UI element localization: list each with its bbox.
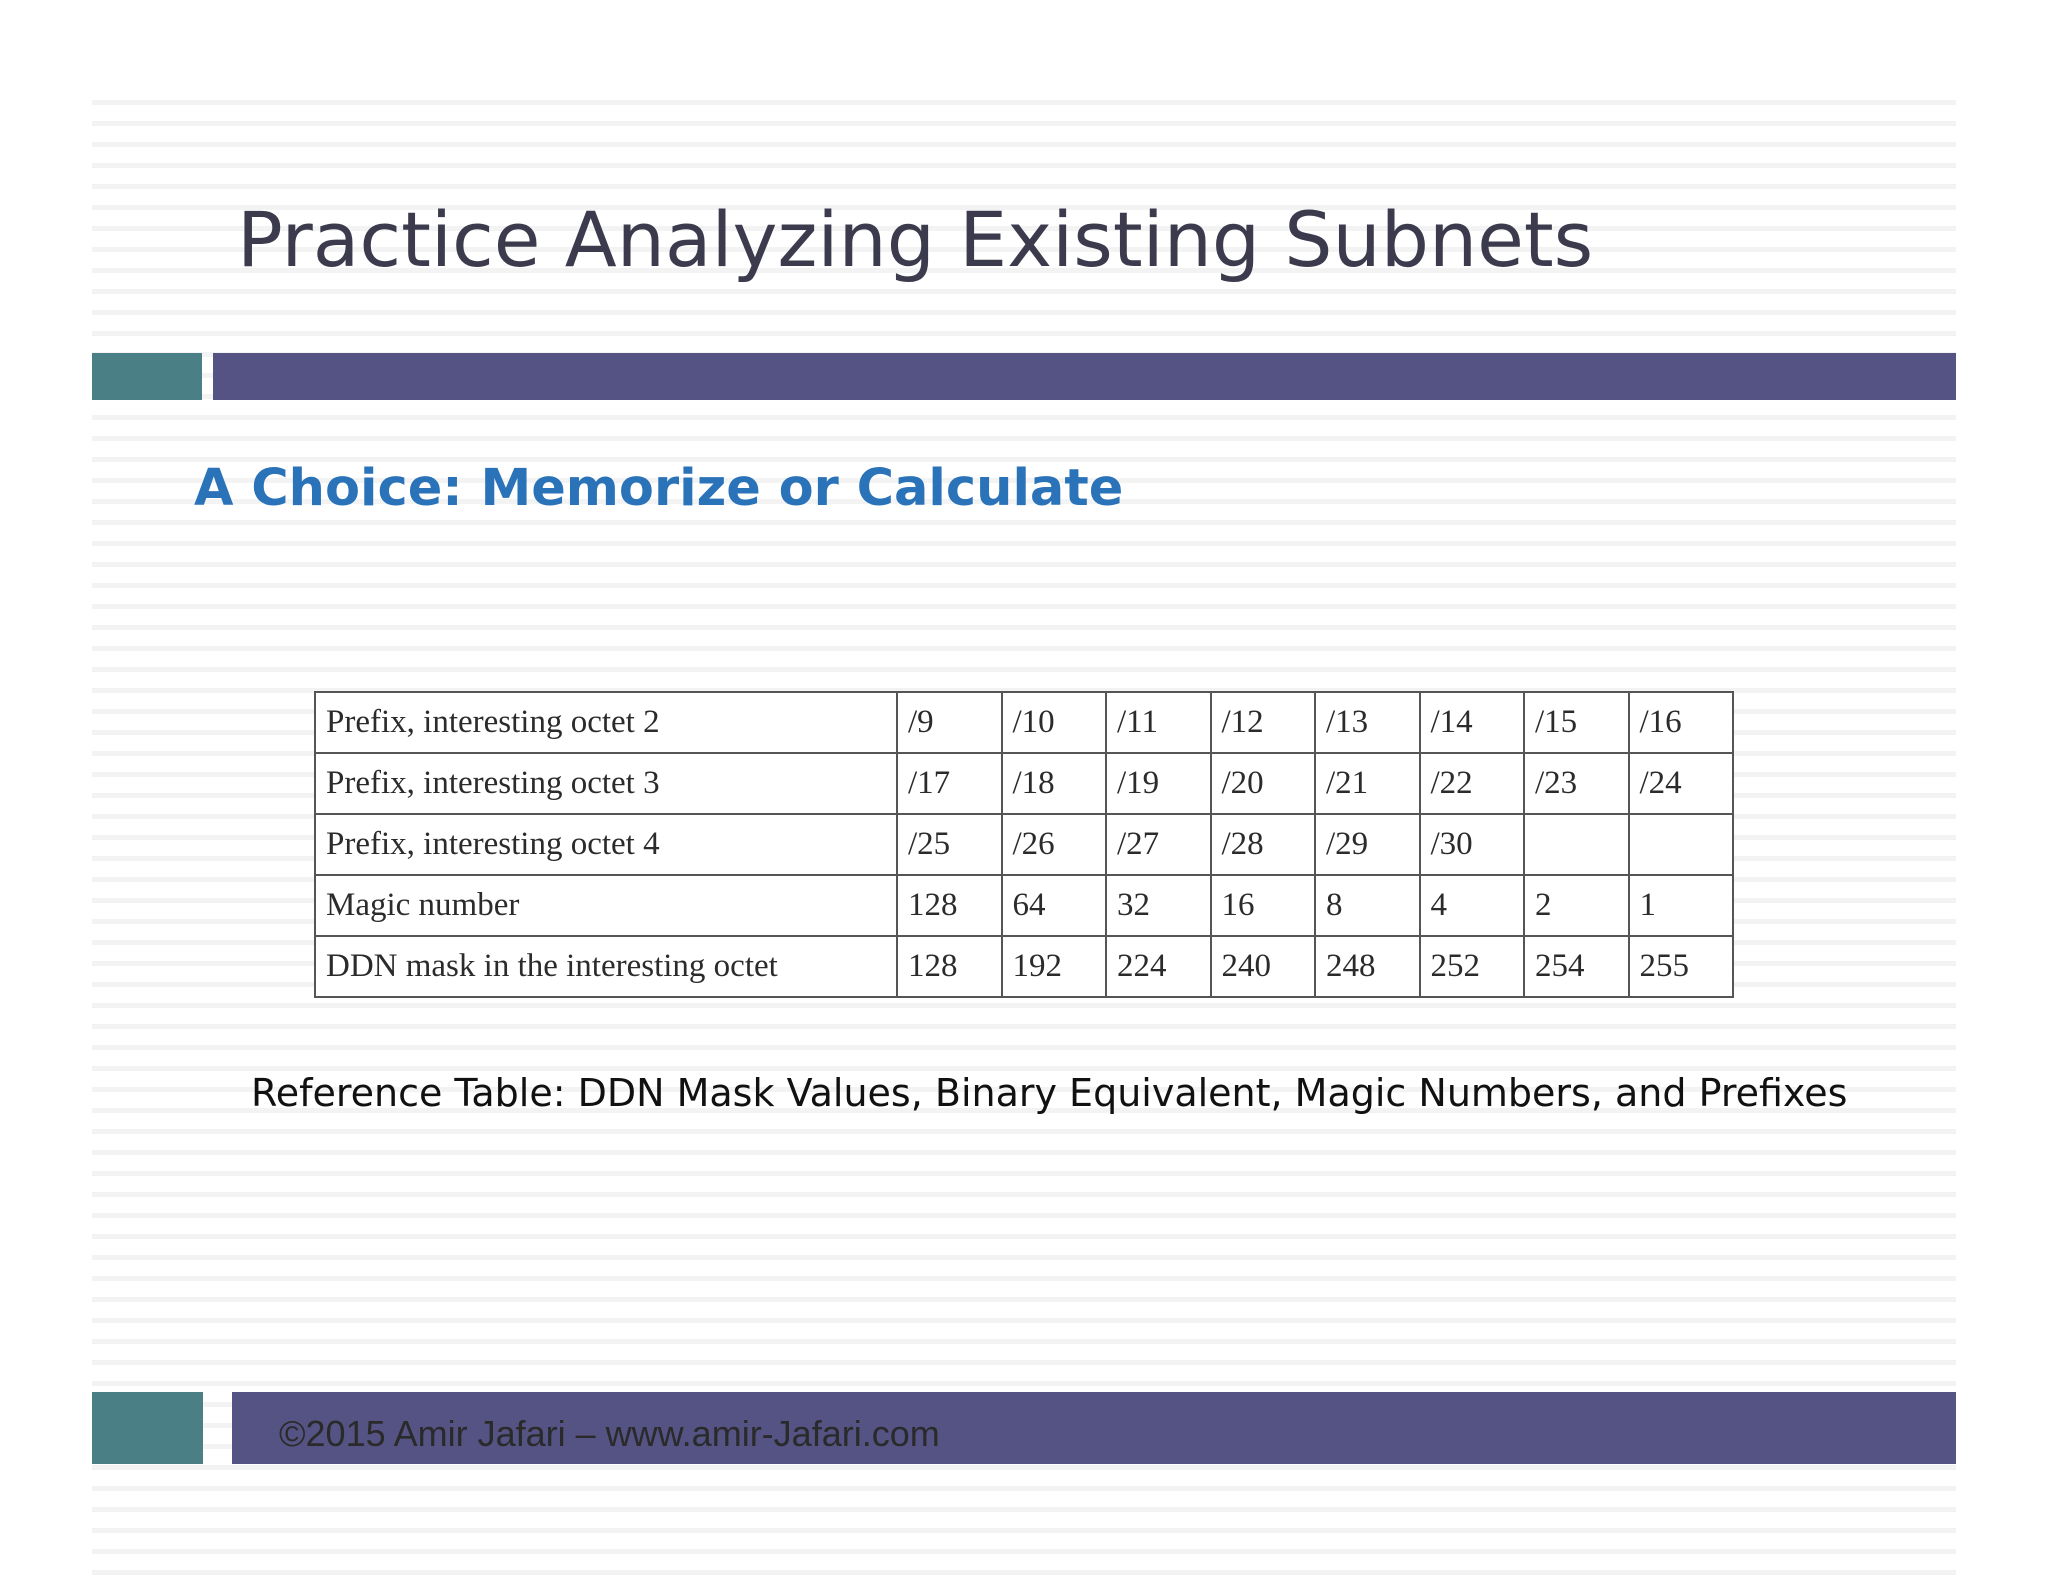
table-cell: /13 [1315, 692, 1420, 753]
table-cell [1524, 814, 1629, 875]
row-label: Prefix, interesting octet 3 [315, 753, 897, 814]
table-cell: /20 [1211, 753, 1316, 814]
table-cell: /26 [1002, 814, 1107, 875]
table-row [315, 875, 1733, 936]
table-row [315, 753, 1733, 814]
table-cell: /12 [1211, 692, 1316, 753]
table-cell: /11 [1106, 692, 1211, 753]
table-cell: 1 [1629, 875, 1734, 936]
footer-accent-block [92, 1392, 203, 1464]
table-cell: 248 [1315, 936, 1420, 997]
title-accent-block [92, 353, 202, 400]
table-cell: /9 [897, 692, 1002, 753]
row-label: DDN mask in the interesting octet [315, 936, 897, 997]
table-cell: /16 [1629, 692, 1734, 753]
row-label: Prefix, interesting octet 4 [315, 814, 897, 875]
slide-title: Practice Analyzing Existing Subnets [237, 195, 1594, 284]
footer-copyright: ©2015 Amir Jafari – www.amir-Jafari.com [279, 1413, 940, 1454]
table-cell: 128 [897, 875, 1002, 936]
table-cell: /18 [1002, 753, 1107, 814]
table-cell: 16 [1211, 875, 1316, 936]
table-cell: 192 [1002, 936, 1107, 997]
table-cell: /19 [1106, 753, 1211, 814]
table-cell: 128 [897, 936, 1002, 997]
table-cell: /24 [1629, 753, 1734, 814]
table-cell: /10 [1002, 692, 1107, 753]
table-cell: 254 [1524, 936, 1629, 997]
table-cell: /15 [1524, 692, 1629, 753]
title-accent-bar [213, 353, 1956, 400]
table-cell: /14 [1420, 692, 1525, 753]
slide-subtitle: A Choice: Memorize or Calculate [194, 459, 1124, 518]
row-label: Prefix, interesting octet 2 [315, 692, 897, 753]
table-caption: Reference Table: DDN Mask Values, Binary Equivalent, Magic Numbers, and Prefixes [251, 1071, 1848, 1115]
table-cell: 240 [1211, 936, 1316, 997]
table-cell: 255 [1629, 936, 1734, 997]
table-cell: 4 [1420, 875, 1525, 936]
table-cell: /23 [1524, 753, 1629, 814]
table-cell: 32 [1106, 875, 1211, 936]
table-cell: /30 [1420, 814, 1525, 875]
table-cell: /29 [1315, 814, 1420, 875]
row-label: Magic number [315, 875, 897, 936]
table-cell: /22 [1420, 753, 1525, 814]
table-row [315, 814, 1733, 875]
table-cell: 64 [1002, 875, 1107, 936]
table-cell: /21 [1315, 753, 1420, 814]
table-cell: /17 [897, 753, 1002, 814]
table-cell: /27 [1106, 814, 1211, 875]
table-cell: 8 [1315, 875, 1420, 936]
table-cell: 224 [1106, 936, 1211, 997]
table-row [315, 692, 1733, 753]
table-row [315, 936, 1733, 997]
table-cell [1629, 814, 1734, 875]
table-cell: /25 [897, 814, 1002, 875]
table-cell: /28 [1211, 814, 1316, 875]
table-cell: 2 [1524, 875, 1629, 936]
reference-table [314, 691, 1734, 998]
table-cell: 252 [1420, 936, 1525, 997]
